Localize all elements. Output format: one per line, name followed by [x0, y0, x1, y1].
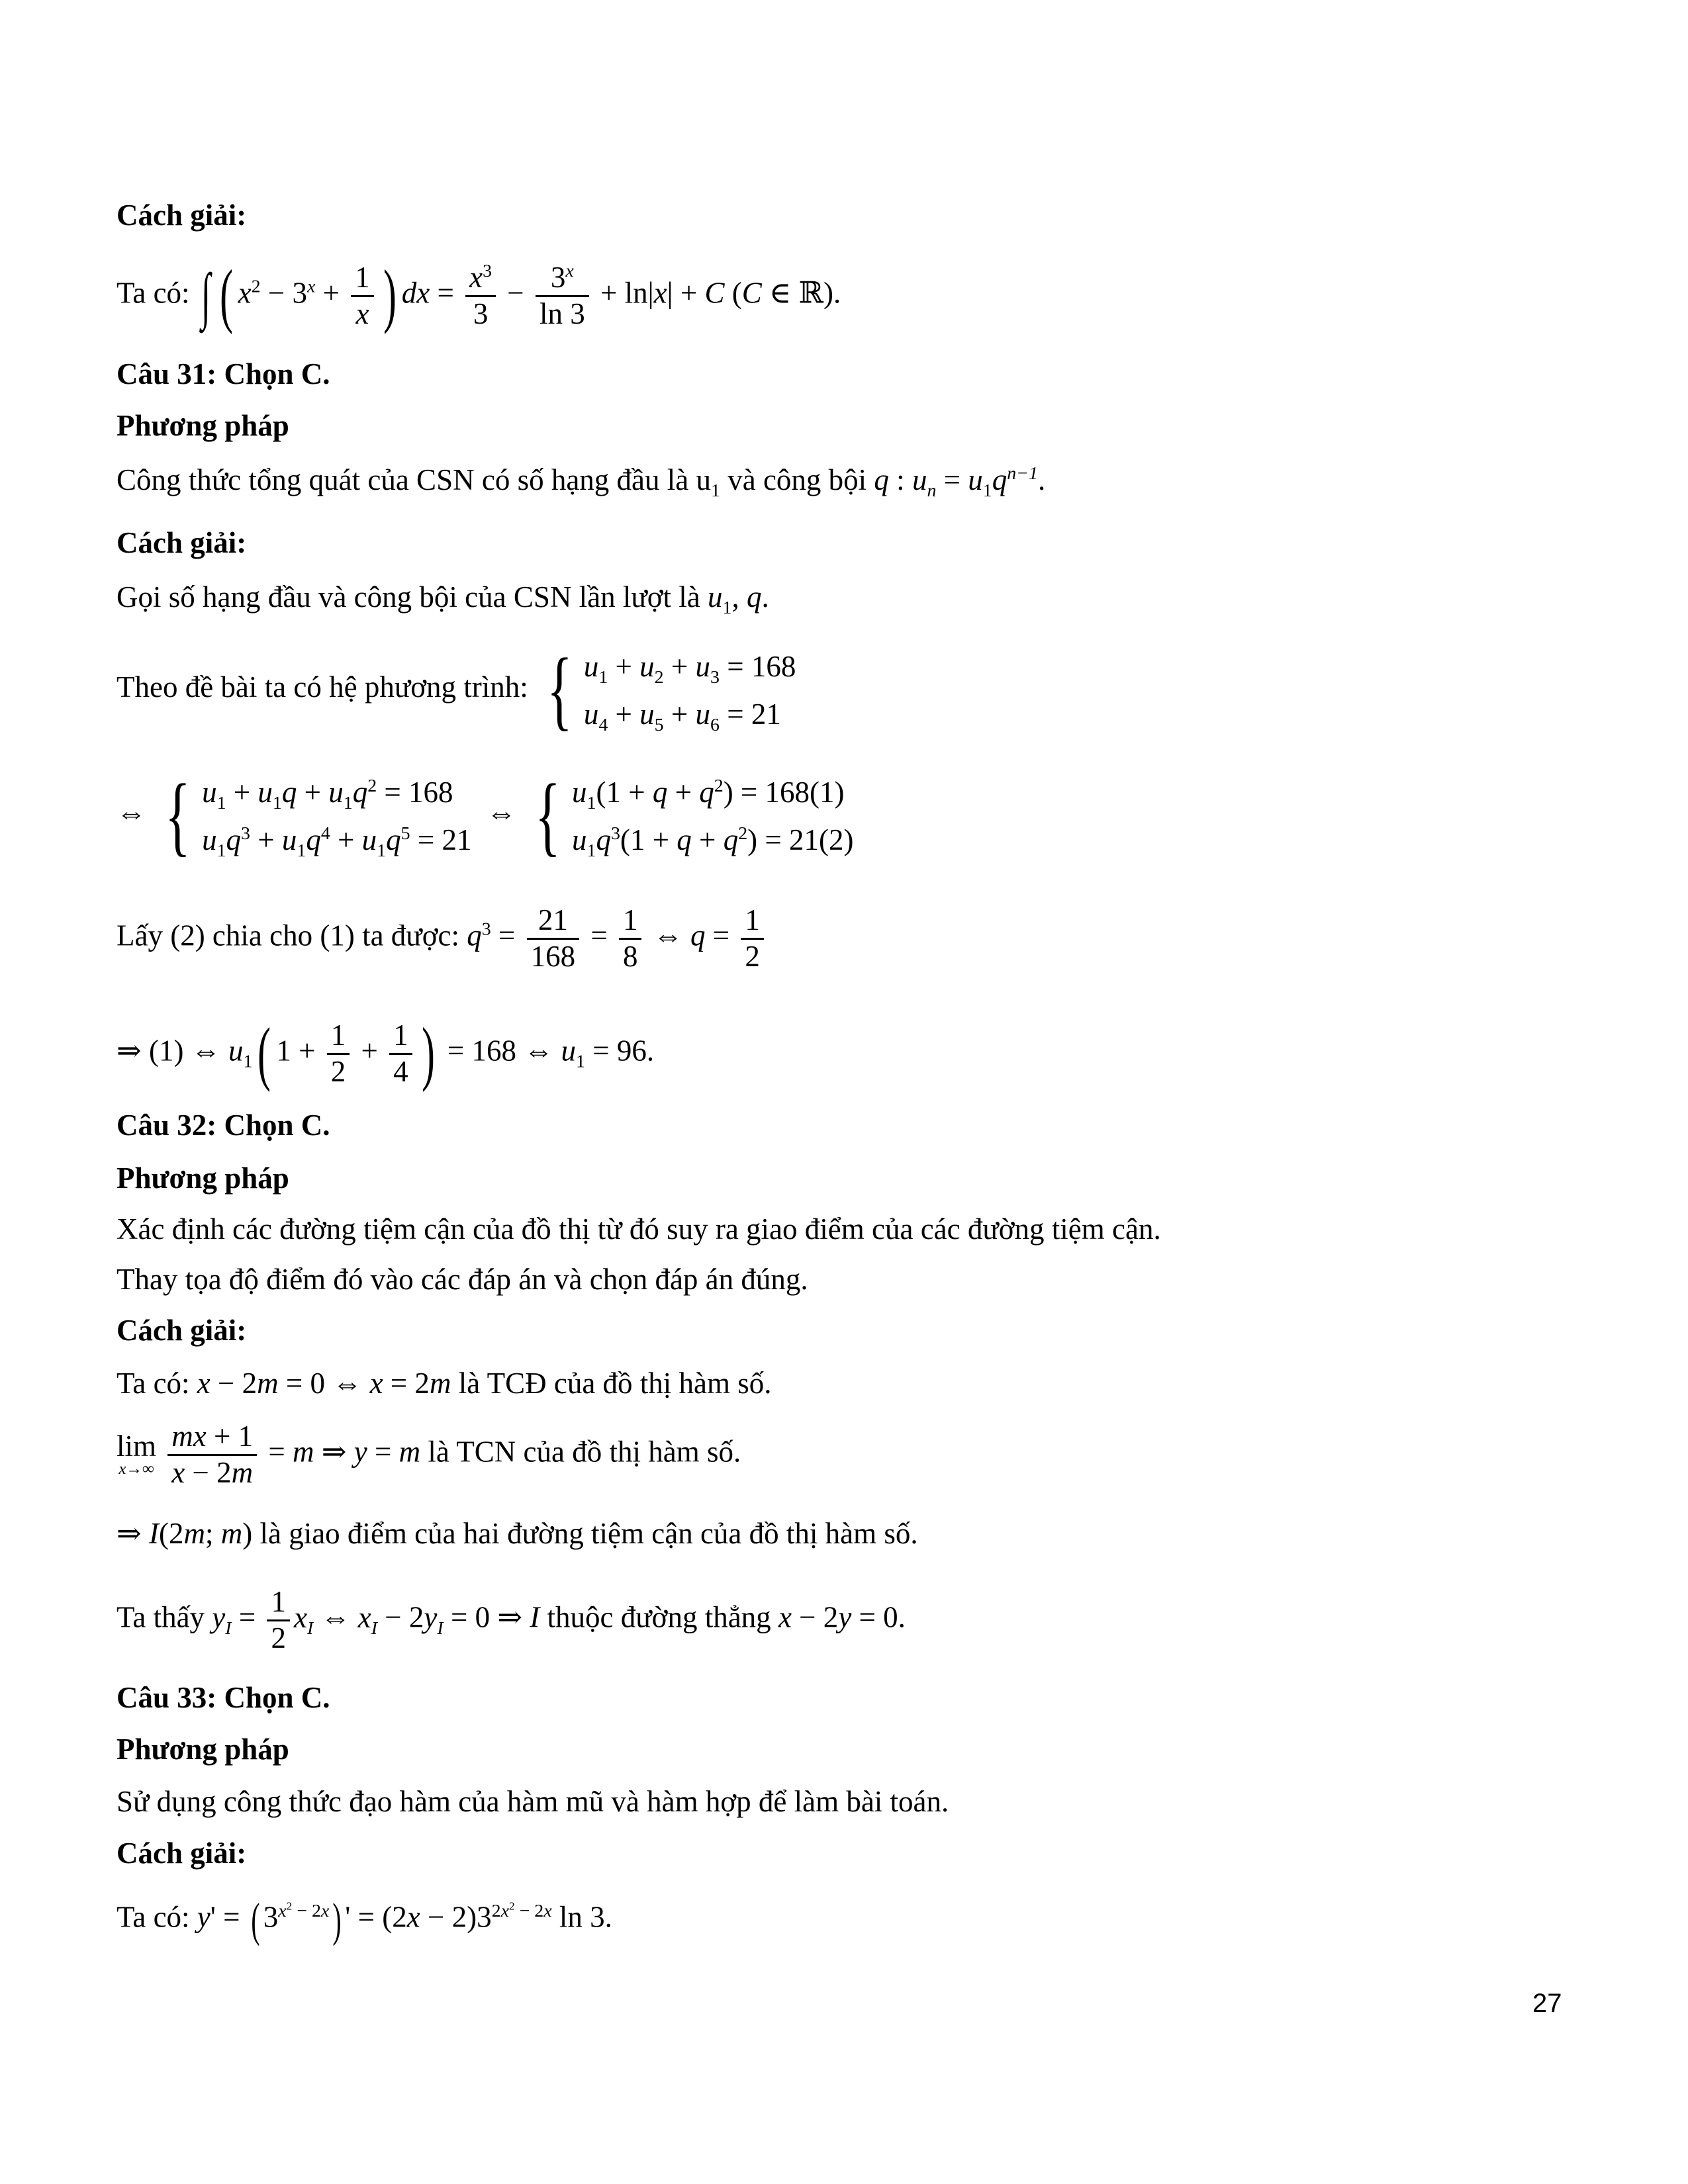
u1-line: ⇒ (1) ⇔ $u_1$( 1 + $\frac{1}{2}$ + $\frac{1}{4}$ ) = 168 ⇔ $u_1 = 96$.	[117, 1014, 655, 1093]
formula-line: Công thức tổng quát của CSN có số hạng đầu là $u_1$ và công bội q : $u_n = u_1q^{n-1}$.	[117, 463, 1046, 501]
derivative-line: Ta có: y' = ( $3^{x^2 - 2x}$) ' = $(2x - 2)3^{2x^2 - 2x}$ ln 3.	[117, 1893, 612, 1946]
lead-text: Ta có:	[117, 276, 190, 310]
integral-line: Ta có: ∫ ( $x^2 - 3^x$ + $\frac{1}{x}$ ) dx = $\frac{x^3}{3}$ − $\frac{3^x}{\ln 3}$ + ln|x| + C (C ∈ ℝ).	[117, 256, 841, 335]
page-number: 27	[1532, 1989, 1562, 2018]
intersection-line: ⇒ I(2m; m) là giao điểm của hai đường tiệm cận của đồ thị hàm số.	[117, 1517, 918, 1550]
ratio-line: Lấy (2) chia cho (1) ta được: $q^3$ = $\frac{21}{168}$ = $\frac{1}{8}$ ⇔ q = $\frac{1}{2}$	[117, 903, 768, 974]
heading-cach-giai-4: Cách giải:	[117, 1837, 247, 1870]
text: là TCN của đồ thị hàm số.	[428, 1435, 741, 1469]
text: Ta thấy	[117, 1600, 205, 1634]
text: Công thức tổng quát của CSN có số hạng đầu là u	[117, 463, 712, 496]
asymptote-horizontal-line: lim x→∞ $\frac{mx + 1}{x - 2m}$ = m ⇒ y = m là TCN của đồ thị hàm số.	[117, 1420, 741, 1489]
text: và công bội	[727, 463, 867, 496]
system-line-2: ⇔ { $u_1 + u_1q + u_1q^2 = 168$ $u_1q^3 + u_1q^4 + u_1q^5 = 21$ ⇔ { $u_1(1 + q + q^2) = 168(1)$ $u_1q^3(1 + q + q^2) = 21(2)$	[117, 766, 854, 865]
heading-cau-32: Câu 32: Chọn C.	[117, 1109, 330, 1142]
heading-cau-31: Câu 31: Chọn C.	[117, 357, 330, 390]
text: thuộc đường thẳng	[547, 1600, 771, 1634]
text-line: Sử dụng công thức đạo hàm của hàm mũ và hàm hợp để làm bài toán.	[117, 1785, 949, 1818]
text: Ta có:	[117, 1900, 190, 1934]
heading-phuong-phap-3: Phương pháp	[117, 1733, 289, 1766]
heading-phuong-phap-2: Phương pháp	[117, 1161, 289, 1195]
heading-cach-giai-3: Cách giải:	[117, 1314, 247, 1347]
text-line: Thay tọa độ điểm đó vào các đáp án và chọn đáp án đúng.	[117, 1263, 808, 1296]
text-line: Xác định các đường tiệm cận của đồ thị từ đó suy ra giao điểm của các đường tiệm cận.	[117, 1212, 1161, 1246]
conclusion-line: Ta thấy $y_I$ = $\frac{1}{2}$ $x_I$ ⇔ $x_I - 2y_I = 0$ ⇒ I thuộc đường thẳng x − 2y = 0.	[117, 1585, 906, 1655]
heading-cach-giai-1: Cách giải:	[117, 199, 247, 232]
text: Ta có:	[117, 1367, 190, 1400]
text: là TCĐ của đồ thị hàm số.	[458, 1367, 772, 1400]
text: Gọi số hạng đầu và công bội của CSN lần lượt là	[117, 580, 700, 614]
text: Theo đề bài ta có hệ phương trình:	[117, 670, 528, 704]
heading-cach-giai-2: Cách giải:	[117, 526, 247, 559]
variables-line: Gọi số hạng đầu và công bội của CSN lần lượt là $u_1$, q.	[117, 580, 769, 618]
text: Lấy (2) chia cho (1) ta được:	[117, 919, 459, 952]
asymptote-vertical-line: Ta có: x − 2m = 0 ⇔ x = 2m là TCĐ của đồ thị hàm số.	[117, 1367, 772, 1400]
text: là giao điểm của hai đường tiệm cận của đồ thị hàm số.	[259, 1517, 918, 1550]
heading-phuong-phap-1: Phương pháp	[117, 409, 289, 442]
heading-cau-33: Câu 33: Chọn C.	[117, 1681, 330, 1714]
system-line-1: Theo đề bài ta có hệ phương trình: { $u_1 + u_2 + u_3 = 168$ $u_4 + u_5 + u_6 = 21$	[117, 641, 796, 739]
